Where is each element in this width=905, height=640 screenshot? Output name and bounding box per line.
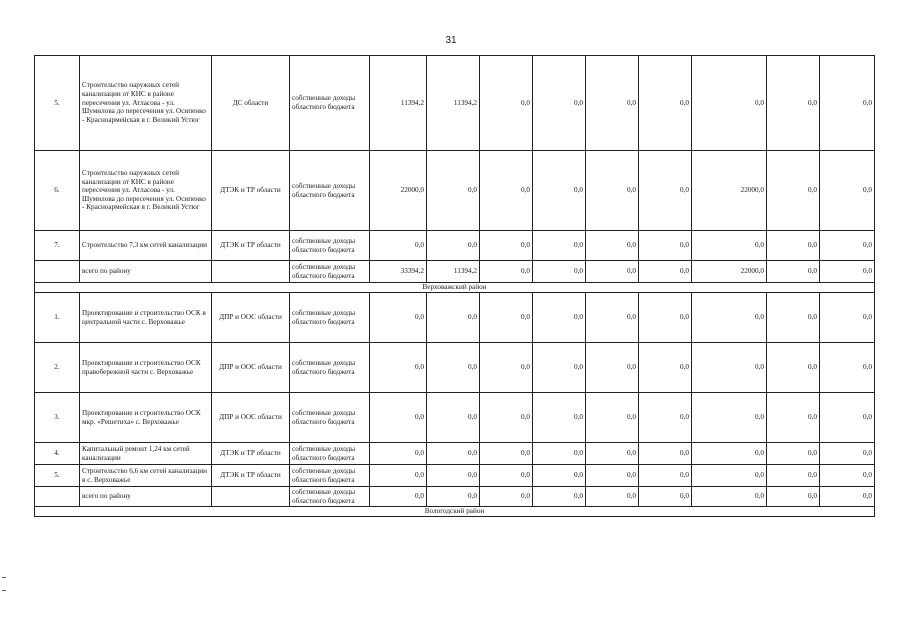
amount-cell: 0,0 [533, 261, 586, 283]
customer-name: ДПР и ООС области [212, 293, 290, 343]
amount-cell: 0,0 [820, 465, 875, 487]
row-index: 6. [35, 151, 80, 231]
funding-source: собственные доходы областного бюджета [290, 231, 370, 261]
amount-cell: 0,0 [480, 487, 533, 507]
amount-cell: 0,0 [767, 443, 820, 465]
amount-cell: 0,0 [692, 293, 767, 343]
amount-cell: 0,0 [480, 231, 533, 261]
project-name: Проектирование и строительство ОСК мкр. «Решетиха» с. Верховажье [80, 393, 212, 443]
row-index: 1. [35, 293, 80, 343]
amount-cell: 0,0 [586, 293, 639, 343]
scan-mark [2, 577, 6, 578]
amount-cell: 0,0 [533, 56, 586, 151]
amount-cell: 0,0 [586, 151, 639, 231]
table-row [35, 343, 875, 393]
amount-cell: 0,0 [820, 393, 875, 443]
amount-cell: 0,0 [427, 231, 480, 261]
table-row [35, 56, 875, 151]
amount-cell: 0,0 [820, 487, 875, 507]
customer-name: ДТЭК и ТР области [212, 151, 290, 231]
amount-cell: 11394,2 [370, 56, 427, 151]
amount-cell: 0,0 [586, 56, 639, 151]
amount-cell: 0,0 [480, 443, 533, 465]
project-name: Строительство наружных сетей канализации от КНС в районе пересечения ул. Атласова - ул. Шумилова до пересечения ул. Осипенко - Красноармейская в г. Великий Устюг [80, 56, 212, 151]
table-row [35, 231, 875, 261]
amount-cell: 0,0 [767, 465, 820, 487]
customer-name: ДС области [212, 56, 290, 151]
amount-cell: 0,0 [639, 393, 692, 443]
amount-cell: 0,0 [533, 231, 586, 261]
table-row [35, 261, 875, 283]
amount-cell: 0,0 [370, 465, 427, 487]
amount-cell: 0,0 [820, 343, 875, 393]
amount-cell: 0,0 [586, 465, 639, 487]
amount-cell: 0,0 [692, 343, 767, 393]
amount-cell: 0,0 [586, 343, 639, 393]
amount-cell: 0,0 [427, 151, 480, 231]
amount-cell: 0,0 [480, 343, 533, 393]
amount-cell: 0,0 [427, 443, 480, 465]
amount-cell: 0,0 [767, 231, 820, 261]
amount-cell: 0,0 [767, 343, 820, 393]
row-index: 3. [35, 393, 80, 443]
project-name: Строительство наружных сетей канализации от КНС в районе пересечения ул. Атласова - ул. Шумилова до пересечения ул. Осипенко - Красноармейская в г. Великий Устюг [80, 151, 212, 231]
amount-cell: 22000,0 [692, 151, 767, 231]
amount-cell: 0,0 [427, 343, 480, 393]
amount-cell: 0,0 [692, 56, 767, 151]
project-name: Строительство 6,6 км сетей канализации в с. Верховажье [80, 465, 212, 487]
amount-cell: 0,0 [586, 443, 639, 465]
funding-source: собственные доходы областного бюджета [290, 343, 370, 393]
table-row [35, 487, 875, 507]
amount-cell: 0,0 [692, 231, 767, 261]
amount-cell: 0,0 [767, 151, 820, 231]
row-index [35, 487, 80, 507]
row-index: 5. [35, 465, 80, 487]
row-index: 4. [35, 443, 80, 465]
customer-name: ДПР и ООС области [212, 343, 290, 393]
amount-cell: 0,0 [820, 293, 875, 343]
amount-cell: 0,0 [586, 393, 639, 443]
amount-cell: 0,0 [533, 465, 586, 487]
funding-source: собственные доходы областного бюджета [290, 465, 370, 487]
project-name: Строительство 7,3 км сетей канализации [80, 231, 212, 261]
funding-source: собственные доходы областного бюджета [290, 293, 370, 343]
amount-cell: 0,0 [586, 231, 639, 261]
amount-cell: 0,0 [480, 465, 533, 487]
amount-cell: 0,0 [480, 393, 533, 443]
amount-cell: 33394,2 [370, 261, 427, 283]
amount-cell: 0,0 [370, 487, 427, 507]
amount-cell: 0,0 [767, 293, 820, 343]
district-name: Вологодский район [35, 507, 875, 517]
customer-name: ДТЭК и ТР области [212, 465, 290, 487]
amount-cell: 0,0 [639, 293, 692, 343]
table-row [35, 151, 875, 231]
funding-source: собственные доходы областного бюджета [290, 56, 370, 151]
customer-name: ДПР и ООС области [212, 393, 290, 443]
amount-cell: 0,0 [533, 393, 586, 443]
amount-cell: 0,0 [692, 487, 767, 507]
amount-cell: 0,0 [767, 261, 820, 283]
amount-cell: 22000,0 [370, 151, 427, 231]
amount-cell: 0,0 [692, 443, 767, 465]
amount-cell: 0,0 [533, 151, 586, 231]
project-name: всего по району [80, 261, 212, 283]
project-name: Проектирование и строительство ОСК правобережной части с. Верховажье [80, 343, 212, 393]
amount-cell: 0,0 [820, 151, 875, 231]
amount-cell: 22000,0 [692, 261, 767, 283]
customer-name: ДТЭК и ТР области [212, 443, 290, 465]
amount-cell: 0,0 [533, 443, 586, 465]
amount-cell: 0,0 [480, 293, 533, 343]
scan-mark [2, 590, 6, 591]
customer-name [212, 487, 290, 507]
amount-cell: 0,0 [820, 56, 875, 151]
amount-cell: 0,0 [586, 261, 639, 283]
funding-source: собственные доходы областного бюджета [290, 393, 370, 443]
budget-table [34, 55, 875, 517]
amount-cell: 0,0 [427, 393, 480, 443]
amount-cell: 0,0 [533, 487, 586, 507]
amount-cell: 0,0 [370, 443, 427, 465]
project-name: всего по району [80, 487, 212, 507]
amount-cell: 0,0 [767, 393, 820, 443]
amount-cell: 0,0 [767, 56, 820, 151]
table-row [35, 443, 875, 465]
amount-cell: 0,0 [639, 261, 692, 283]
row-index: 2. [35, 343, 80, 393]
amount-cell: 0,0 [767, 487, 820, 507]
project-name: Проектирование и строительство ОСК в центральной части с. Верховажье [80, 293, 212, 343]
funding-source: собственные доходы областного бюджета [290, 443, 370, 465]
row-index: 7. [35, 231, 80, 261]
project-name: Капитальный ремонт 1,24 км сетей канализации [80, 443, 212, 465]
amount-cell: 0,0 [427, 293, 480, 343]
amount-cell: 0,0 [639, 465, 692, 487]
amount-cell: 0,0 [370, 393, 427, 443]
row-index [35, 261, 80, 283]
amount-cell: 0,0 [820, 231, 875, 261]
table-row [35, 465, 875, 487]
customer-name [212, 261, 290, 283]
district-header-row [35, 283, 875, 293]
customer-name: ДТЭК и ТР области [212, 231, 290, 261]
amount-cell: 0,0 [820, 261, 875, 283]
amount-cell: 0,0 [370, 343, 427, 393]
amount-cell: 0,0 [480, 151, 533, 231]
amount-cell: 0,0 [639, 443, 692, 465]
amount-cell: 0,0 [480, 56, 533, 151]
amount-cell: 0,0 [370, 231, 427, 261]
amount-cell: 0,0 [639, 231, 692, 261]
row-index: 5. [35, 56, 80, 151]
amount-cell: 0,0 [639, 151, 692, 231]
table-row [35, 293, 875, 343]
amount-cell: 0,0 [639, 56, 692, 151]
amount-cell: 0,0 [427, 487, 480, 507]
amount-cell: 11394,2 [427, 56, 480, 151]
page-number: 31 [445, 35, 457, 46]
amount-cell: 0,0 [639, 487, 692, 507]
amount-cell: 0,0 [820, 443, 875, 465]
amount-cell: 0,0 [427, 465, 480, 487]
funding-source: собственные доходы областного бюджета [290, 261, 370, 283]
amount-cell: 0,0 [586, 487, 639, 507]
amount-cell: 0,0 [639, 343, 692, 393]
amount-cell: 11394,2 [427, 261, 480, 283]
amount-cell: 0,0 [533, 343, 586, 393]
funding-source: собственные доходы областного бюджета [290, 151, 370, 231]
table-row [35, 393, 875, 443]
district-header-row [35, 507, 875, 517]
amount-cell: 0,0 [370, 293, 427, 343]
amount-cell: 0,0 [480, 261, 533, 283]
district-name: Верховажский район [35, 283, 875, 293]
amount-cell: 0,0 [533, 293, 586, 343]
amount-cell: 0,0 [692, 393, 767, 443]
table-body [35, 56, 875, 517]
amount-cell: 0,0 [692, 465, 767, 487]
funding-source: собственные доходы областного бюджета [290, 487, 370, 507]
